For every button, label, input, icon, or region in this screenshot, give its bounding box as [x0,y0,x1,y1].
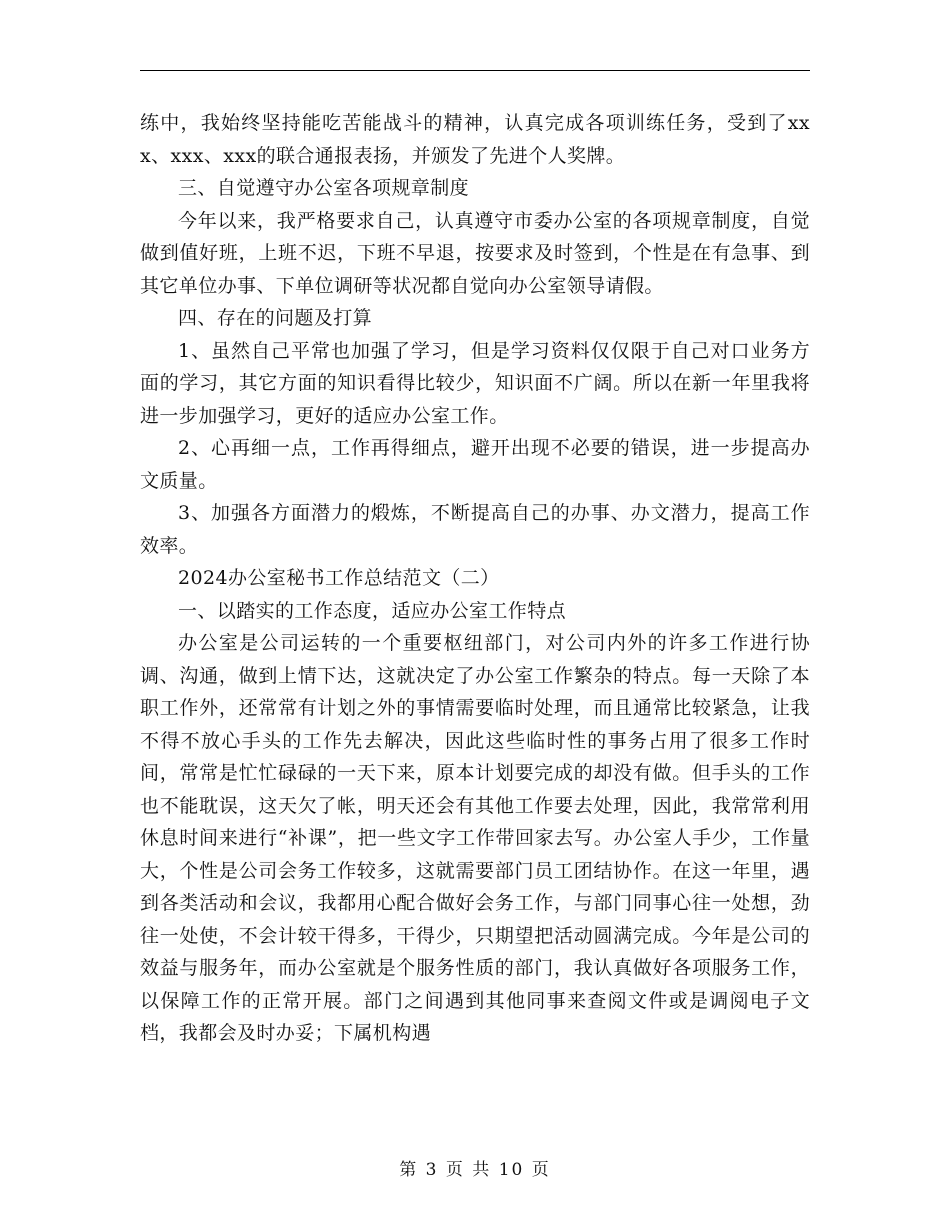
heading-section-three: 三、自觉遵守办公室各项规章制度 [178,177,470,199]
paragraph-plan-3: 3、加强各方面潜力的煅炼，不断提高自己的办事、办文潜力，提高工作效率。 [140,502,810,557]
page-footer: 第 3 页 共 10 页 [399,1160,551,1180]
document-subtitle: 2024办公室秘书工作总结范文（二） [178,567,500,589]
header-rule [140,70,810,71]
paragraph-rules: 今年以来，我严格要求自己，认真遵守市委办公室的各项规章制度，自觉做到值好班，上班不迟，下班不早退，按要求及时签到，个性是在有急事、到其它单位办事、下单位调研等状况都自觉向办公室领导请假。 [140,209,810,297]
paragraph-training-continued: 练中，我始终坚持能吃苦能战斗的精神，认真完成各项训练任务，受到了xxx、xxx、xxx的联合通报表扬，并颁发了先进个人奖牌。 [140,112,810,167]
paragraph-plan-2: 2、心再细一点，工作再得细点，避开出现不必要的错误，进一步提高办文质量。 [140,437,810,492]
paragraph-plan-1: 1、虽然自己平常也加强了学习，但是学习资料仅仅限于自己对口业务方面的学习，其它方面的知识看得比较少，知识面不广阔。所以在新一年里我将进一步加强学习，更好的适应办公室工作。 [140,339,810,427]
heading-section-four: 四、存在的问题及打算 [178,307,373,329]
document-body [140,107,810,1050]
heading-part-one: 一、以踏实的工作态度，适应办公室工作特点 [178,599,567,622]
paragraph-office-work: 办公室是公司运转的一个重要枢纽部门，对公司内外的许多工作进行协调、沟通，做到上情下达，这就决定了办公室工作繁杂的特点。每一天除了本职工作外，还常常有计划之外的事情需要临时处理，而且通常比较紧急，让我不得不放心手头的工作先去解决，因此这些临时性的事务占用了很多工作时间，常常是忙忙碌碌的一天下来，原本计划要完成的却没有做。但手头的工作也不能耽误，这天欠了帐，明天还会有其他工作要去处理，因此，我常常利用休息时间来进行“补课”，把一些文字工作带回家去写。办公室人手少，工作量大，个性是公司会务工作较多，这就需要部门员工团结协作。在这一年里，遇到各类活动和会议，我都用心配合做好会务工作，与部门同事心往一处想，劲往一处使，不会计较干得多，干得少，只期望把活动圆满完成。今年是公司的效益与服务年，而办公室就是个服务性质的部门，我认真做好各项服务工作，以保障工作的正常开展。部门之间遇到其他同事来查阅文件或是调阅电子文档，我都会及时办妥；下属机构遇 [140,632,810,1044]
